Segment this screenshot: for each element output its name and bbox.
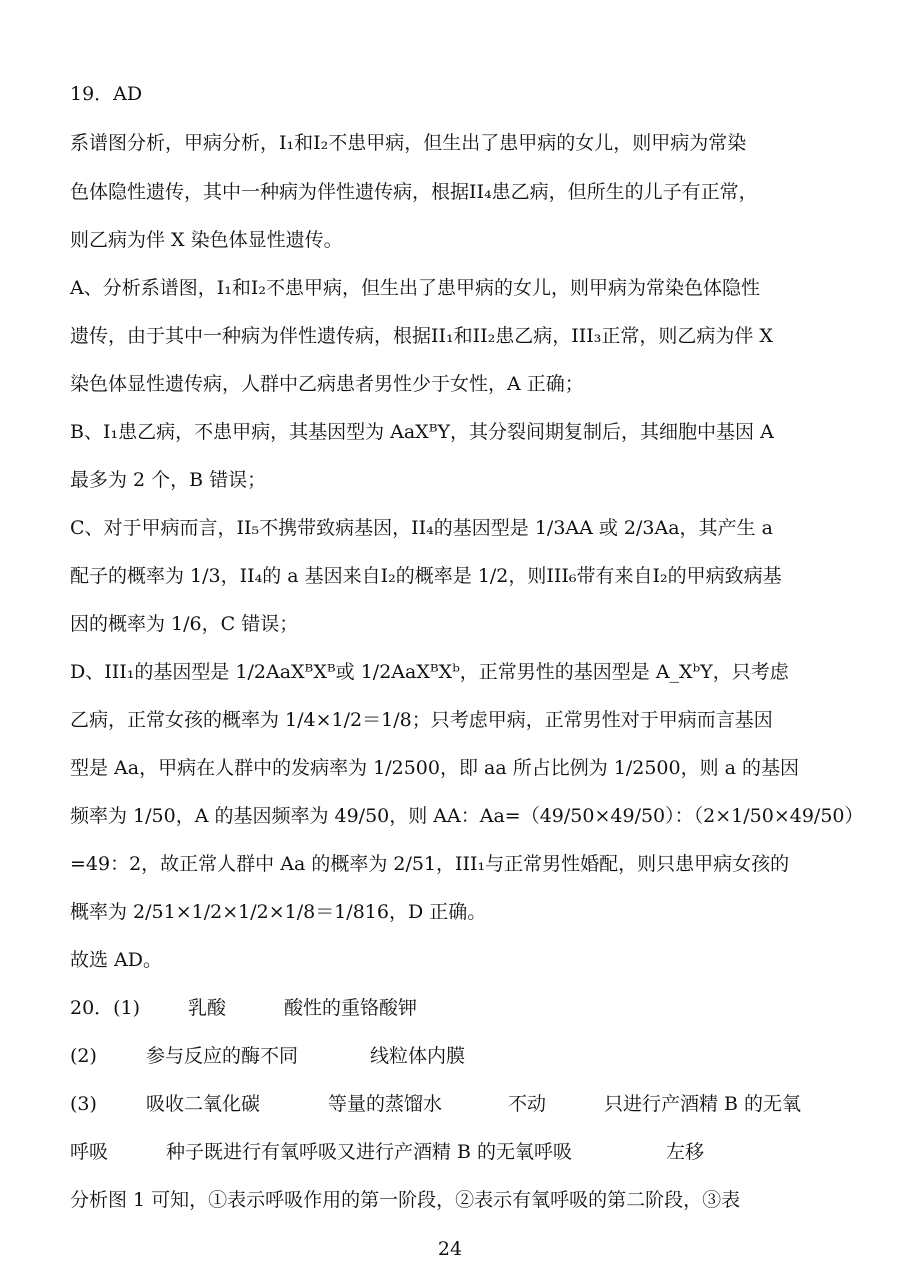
page-number: 24 [437,1238,463,1260]
q19-line-1: 系谱图分析，甲病分析，I₁和I₂不患甲病，但生出了患甲病的女儿，则甲病为常染 [70,132,747,154]
q20-row-3-label: (3) [70,1093,97,1115]
q19-option-d-line-3: 型是 Aa，甲病在人群中的发病率为 1/2500，即 aa 所占比例为 1/2500，则 a 的基因 [70,757,799,779]
q20-row-3-answer-a: 吸收二氧化碳 [146,1093,261,1115]
q20-row-1-answer-a: 乳酸 [188,997,227,1019]
q20-row-3-answer-c: 不动 [508,1093,547,1115]
q19-option-c-line-1: C、对于甲病而言，II₅不携带致病基因，II₄的基因型是 1/3AA 或 2/3Aa，其产生 a [70,517,773,539]
q20-row-3-answer-b: 等量的蒸馏水 [328,1093,443,1115]
q19-option-b-line-1: B、I₁患乙病，不患甲病，其基因型为 AaXᴮY，其分裂间期复制后，其细胞中基因 A [70,421,774,443]
q19-option-a-line-2: 遗传，由于其中一种病为伴性遗传病，根据II₁和II₂患乙病，III₃正常，则乙病为伴 X [70,325,773,347]
q19-option-a-line-1: A、分析系谱图，I₁和I₂不患甲病，但生出了患甲病的女儿，则甲病为常染色体隐性 [70,277,760,299]
q19-option-a-line-3: 染色体显性遗传病，人群中乙病患者男性少于女性，A 正确； [70,373,584,395]
q19-line-3: 则乙病为伴 X 染色体显性遗传。 [70,229,343,251]
q20-row-4-answer-c: 左移 [666,1141,705,1163]
q19-header: 19．AD [70,83,143,105]
q20-row-2-answer-a: 参与反应的酶不同 [146,1045,299,1067]
q19-line-2: 色体隐性遗传，其中一种病为伴性遗传病，根据II₄患乙病，但所生的儿子有正常， [70,181,758,203]
q19-option-d-line-5: =49：2，故正常人群中 Aa 的概率为 2/51，III₁与正常男性婚配，则只患甲病女孩的 [70,853,790,875]
q20-analysis: 分析图 1 可知，①表示呼吸作用的第一阶段，②表示有氧呼吸的第二阶段，③表 [70,1189,741,1211]
q20-row-4-answer-a: 呼吸 [70,1141,109,1163]
q19-option-d-line-1: D、III₁的基因型是 1/2AaXᴮXᴮ或 1/2AaXᴮXᵇ，正常男性的基因型是 A_XᵇY，只考虑 [70,661,789,683]
q20-row-1-label: 20．(1) [70,997,141,1019]
q19-option-b-line-2: 最多为 2 个，B 错误； [70,469,267,491]
q19-option-d-line-4: 频率为 1/50，A 的基因频率为 49/50，则 AA：Aa=（49/50×49/50）：（2×1/50×49/50） [70,805,864,827]
q19-conclusion: 故选 AD。 [70,949,162,971]
q19-option-d-line-2: 乙病，正常女孩的概率为 1/4×1/2＝1/8；只考虑甲病，正常男性对于甲病而言基因 [70,709,773,731]
q20-row-2-label: (2) [70,1045,97,1067]
q19-option-c-line-2: 配子的概率为 1/3，II₄的 a 基因来自I₂的概率是 1/2，则III₆带有来自I₂的甲病致病基 [70,565,782,587]
q20-row-2-answer-b: 线粒体内膜 [370,1045,466,1067]
q19-option-d-line-6: 概率为 2/51×1/2×1/2×1/8＝1/816，D 正确。 [70,901,487,923]
q20-row-3-answer-d: 只进行产酒精 B 的无氧 [604,1093,802,1115]
q19-option-c-line-3: 因的概率为 1/6，C 错误； [70,613,299,635]
q20-row-1-answer-b: 酸性的重铬酸钾 [284,997,418,1019]
q20-row-4-answer-b: 种子既进行有氧呼吸又进行产酒精 B 的无氧呼吸 [166,1141,573,1163]
